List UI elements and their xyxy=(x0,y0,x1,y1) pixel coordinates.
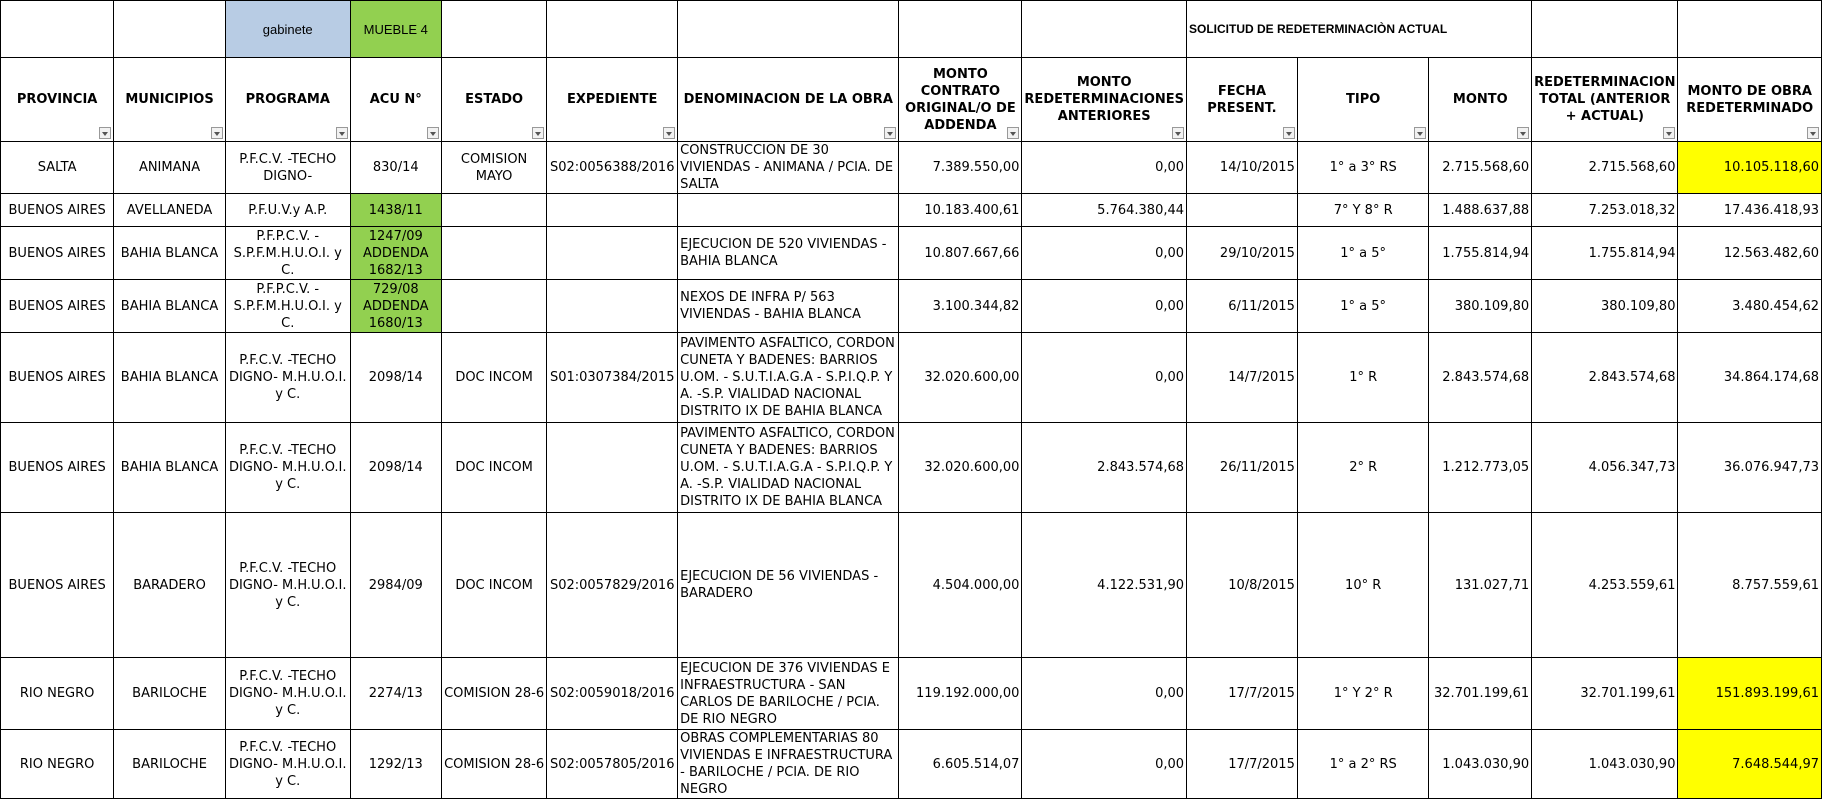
filter-dropdown-icon[interactable] xyxy=(663,127,675,139)
cell-tipo[interactable]: 2° R xyxy=(1297,423,1429,513)
filter-dropdown-icon[interactable] xyxy=(99,127,111,139)
cell-provincia[interactable]: RIO NEGRO xyxy=(1,730,114,799)
blank-cell[interactable] xyxy=(1532,1,1678,58)
cell-redeterminacion-total[interactable]: 1.043.030,90 xyxy=(1532,730,1678,799)
cell-monto-anteriores[interactable]: 2.843.574,68 xyxy=(1022,423,1187,513)
cell-estado[interactable]: DOC INCOM xyxy=(441,423,546,513)
cell-monto-anteriores[interactable]: 0,00 xyxy=(1022,227,1187,280)
header-monto-redeterminaciones[interactable] xyxy=(1022,58,1187,142)
cell-expediente[interactable]: S02:0057805/2016 xyxy=(547,730,678,799)
header-label: MONTO REDETERMINACIONES ANTERIORES xyxy=(1024,75,1185,124)
header-redeterminacion-total[interactable] xyxy=(1532,58,1678,142)
filter-dropdown-icon[interactable] xyxy=(1663,127,1675,139)
cell-programa[interactable]: P.F.P.C.V. - S.P.F.M.H.U.O.I. y C. xyxy=(225,280,350,333)
cell-expediente[interactable] xyxy=(547,227,678,280)
cell-monto[interactable]: 2.715.568,60 xyxy=(1429,142,1532,194)
cell-redeterminacion-total[interactable]: 2.715.568,60 xyxy=(1532,142,1678,194)
cell-estado[interactable] xyxy=(441,194,546,227)
cell-monto[interactable]: 1.043.030,90 xyxy=(1429,730,1532,799)
cell-monto-contrato[interactable]: 6.605.514,07 xyxy=(899,730,1022,799)
cell-fecha[interactable]: 26/11/2015 xyxy=(1187,423,1298,513)
cell-monto-obra[interactable]: 3.480.454,62 xyxy=(1678,280,1822,333)
header-monto-obra[interactable] xyxy=(1678,58,1822,142)
cell-municipio[interactable]: BAHIA BLANCA xyxy=(114,227,226,280)
header-label: DENOMINACION DE LA OBRA xyxy=(683,92,893,107)
cell-monto-obra[interactable]: 12.563.482,60 xyxy=(1678,227,1822,280)
cell-monto[interactable]: 131.027,71 xyxy=(1429,513,1532,658)
table-row xyxy=(1,142,1822,194)
column-header-row xyxy=(1,58,1822,142)
cell-expediente[interactable] xyxy=(547,194,678,227)
cell-programa[interactable]: P.F.C.V. -TECHO DIGNO- M.H.U.O.I. y C. xyxy=(225,730,350,799)
cell-redeterminacion-total[interactable]: 7.253.018,32 xyxy=(1532,194,1678,227)
cell-acu[interactable]: 1247/09 ADDENDA 1682/13 xyxy=(350,227,441,280)
cell-acu[interactable]: 2984/09 xyxy=(350,513,441,658)
filter-dropdown-icon[interactable] xyxy=(1172,127,1184,139)
cell-estado[interactable]: DOC INCOM xyxy=(441,333,546,423)
cell-municipio[interactable]: BARILOCHE xyxy=(114,658,226,730)
header-label: MUNICIPIOS xyxy=(125,92,214,107)
cell-redeterminacion-total[interactable]: 2.843.574,68 xyxy=(1532,333,1678,423)
cell-monto-obra[interactable]: 8.757.559,61 xyxy=(1678,513,1822,658)
cell-denominacion[interactable]: EJECUCION DE 376 VIVIENDAS E INFRAESTRUCTURA - SAN CARLOS DE BARILOCHE / PCIA. DE RIO NEGRO xyxy=(678,658,899,730)
cell-estado[interactable]: COMISION 28-6 xyxy=(441,730,546,799)
cell-estado[interactable]: DOC INCOM xyxy=(441,513,546,658)
cell-fecha[interactable] xyxy=(1187,194,1298,227)
cell-fecha[interactable]: 17/7/2015 xyxy=(1187,730,1298,799)
cell-provincia[interactable]: BUENOS AIRES xyxy=(1,423,114,513)
header-label: PROVINCIA xyxy=(16,92,98,107)
cell-denominacion[interactable]: NEXOS DE INFRA P/ 563 VIVIENDAS - BAHIA BLANCA xyxy=(678,280,899,333)
cell-programa[interactable]: P.F.U.V.y A.P. xyxy=(225,194,350,227)
cell-municipio[interactable]: BAHIA BLANCA xyxy=(114,280,226,333)
cell-redeterminacion-total[interactable]: 1.755.814,94 xyxy=(1532,227,1678,280)
header-label: FECHA PRESENT. xyxy=(1207,83,1277,116)
header-label: EXPEDIENTE xyxy=(566,92,658,107)
cell-expediente[interactable]: S01:0307384/2015 xyxy=(547,333,678,423)
cell-municipio[interactable]: AVELLANEDA xyxy=(114,194,226,227)
cell-monto-contrato[interactable]: 10.183.400,61 xyxy=(899,194,1022,227)
filter-dropdown-icon[interactable] xyxy=(532,127,544,139)
filter-dropdown-icon[interactable] xyxy=(1007,127,1019,139)
cell-monto-contrato[interactable]: 32.020.600,00 xyxy=(899,333,1022,423)
cell-tipo[interactable]: 10° R xyxy=(1297,513,1429,658)
cell-expediente[interactable]: S02:0059018/2016 xyxy=(547,658,678,730)
cell-fecha[interactable]: 29/10/2015 xyxy=(1187,227,1298,280)
cell-denominacion[interactable]: PAVIMENTO ASFALTICO, CORDON CUNETA Y BADENES: BARRIOS U.OM. - S.U.T.I.A.G.A - S.P.I.Q.P. Y A. -S.P. VIALIDAD NACIONAL DISTRITO IX DE BAHIA BLANCA xyxy=(678,333,899,423)
cell-tipo[interactable]: 1° R xyxy=(1297,333,1429,423)
table-row xyxy=(1,280,1822,333)
blank-cell[interactable] xyxy=(547,1,678,58)
cell-fecha[interactable]: 17/7/2015 xyxy=(1187,658,1298,730)
cell-monto-anteriores[interactable]: 0,00 xyxy=(1022,730,1187,799)
header-municipios[interactable] xyxy=(114,58,226,142)
cell-monto-obra[interactable]: 7.648.544,97 xyxy=(1678,730,1822,799)
cell-denominacion[interactable] xyxy=(678,194,899,227)
cell-provincia[interactable]: BUENOS AIRES xyxy=(1,227,114,280)
cell-monto-obra[interactable]: 36.076.947,73 xyxy=(1678,423,1822,513)
cell-denominacion[interactable]: PAVIMENTO ASFALTICO, CORDON CUNETA Y BADENES: BARRIOS U.OM. - S.U.T.I.A.G.A - S.P.I.Q.P. Y A. -S.P. VIALIDAD NACIONAL DISTRITO IX DE BAHIA BLANCA xyxy=(678,423,899,513)
cell-acu[interactable]: 2098/14 xyxy=(350,333,441,423)
cell-tipo[interactable]: 1° a 2° RS xyxy=(1297,730,1429,799)
cell-monto-contrato[interactable]: 32.020.600,00 xyxy=(899,423,1022,513)
header-monto-contrato[interactable] xyxy=(899,58,1022,142)
cell-denominacion[interactable]: CONSTRUCCION DE 30 VIVIENDAS - ANIMANA / PCIA. DE SALTA xyxy=(678,142,899,194)
cell-programa[interactable]: P.F.C.V. -TECHO DIGNO- M.H.U.O.I. y C. xyxy=(225,423,350,513)
header-label: ESTADO xyxy=(465,92,524,107)
cell-redeterminacion-total[interactable]: 380.109,80 xyxy=(1532,280,1678,333)
cell-denominacion[interactable]: EJECUCION DE 520 VIVIENDAS - BAHIA BLANCA xyxy=(678,227,899,280)
cell-municipio[interactable]: BAHIA BLANCA xyxy=(114,333,226,423)
table-row xyxy=(1,227,1822,280)
header-label: MONTO xyxy=(1452,92,1508,107)
table-row xyxy=(1,513,1822,658)
blank-cell[interactable] xyxy=(1,1,114,58)
blank-cell[interactable] xyxy=(899,1,1022,58)
cell-provincia[interactable]: BUENOS AIRES xyxy=(1,333,114,423)
cell-monto[interactable]: 1.212.773,05 xyxy=(1429,423,1532,513)
header-fecha[interactable] xyxy=(1187,58,1298,142)
cell-monto-obra[interactable]: 17.436.418,93 xyxy=(1678,194,1822,227)
cell-monto[interactable]: 2.843.574,68 xyxy=(1429,333,1532,423)
cell-monto[interactable]: 1.755.814,94 xyxy=(1429,227,1532,280)
cell-provincia[interactable]: BUENOS AIRES xyxy=(1,513,114,658)
filter-dropdown-icon[interactable] xyxy=(1517,127,1529,139)
filter-dropdown-icon[interactable] xyxy=(336,127,348,139)
header-label: MONTO CONTRATO ORIGINAL/O DE ADDENDA xyxy=(905,66,1016,133)
header-provincia[interactable] xyxy=(1,58,114,142)
cell-estado[interactable]: COMISION 28-6 xyxy=(441,658,546,730)
cell-fecha[interactable]: 10/8/2015 xyxy=(1187,513,1298,658)
header-label: PROGRAMA xyxy=(245,92,330,107)
cell-expediente[interactable]: S02:0056388/2016 xyxy=(547,142,678,194)
cell-acu[interactable]: 1292/13 xyxy=(350,730,441,799)
cell-monto-anteriores[interactable]: 5.764.380,44 xyxy=(1022,194,1187,227)
cell-monto-contrato[interactable]: 10.807.667,66 xyxy=(899,227,1022,280)
blank-cell[interactable] xyxy=(441,1,546,58)
blank-cell[interactable] xyxy=(1022,1,1187,58)
header-programa[interactable] xyxy=(225,58,350,142)
cell-fecha[interactable]: 14/7/2015 xyxy=(1187,333,1298,423)
solicitud-header-cell[interactable]: SOLICITUD DE REDETERMINACIÒN ACTUAL xyxy=(1187,1,1532,58)
cell-monto-anteriores[interactable]: 0,00 xyxy=(1022,333,1187,423)
cell-acu[interactable]: 729/08 ADDENDA 1680/13 xyxy=(350,280,441,333)
cell-estado[interactable]: COMISION MAYO xyxy=(441,142,546,194)
cell-monto-obra[interactable]: 10.105.118,60 xyxy=(1678,142,1822,194)
cell-tipo[interactable]: 1° a 5° xyxy=(1297,227,1429,280)
cell-programa[interactable]: P.F.C.V. -TECHO DIGNO- xyxy=(225,142,350,194)
cell-municipio[interactable]: BARILOCHE xyxy=(114,730,226,799)
cell-monto[interactable]: 380.109,80 xyxy=(1429,280,1532,333)
header-expediente[interactable] xyxy=(547,58,678,142)
cell-acu[interactable]: 2274/13 xyxy=(350,658,441,730)
header-monto[interactable] xyxy=(1429,58,1532,142)
cell-acu[interactable]: 1438/11 xyxy=(350,194,441,227)
filter-dropdown-icon[interactable] xyxy=(884,127,896,139)
cell-redeterminacion-total[interactable]: 4.056.347,73 xyxy=(1532,423,1678,513)
blank-cell[interactable] xyxy=(1678,1,1822,58)
cell-denominacion[interactable]: EJECUCION DE 56 VIVIENDAS - BARADERO xyxy=(678,513,899,658)
cell-redeterminacion-total[interactable]: 4.253.559,61 xyxy=(1532,513,1678,658)
cell-denominacion[interactable]: OBRAS COMPLEMENTARIAS 80 VIVIENDAS E INFRAESTRUCTURA - BARILOCHE / PCIA. DE RIO NEGRO xyxy=(678,730,899,799)
cell-programa[interactable]: P.F.P.C.V. - S.P.F.M.H.U.O.I. y C. xyxy=(225,227,350,280)
cell-municipio[interactable]: ANIMANA xyxy=(114,142,226,194)
blank-cell[interactable] xyxy=(114,1,226,58)
cell-tipo[interactable]: 7° Y 8° R xyxy=(1297,194,1429,227)
cell-monto-anteriores[interactable]: 0,00 xyxy=(1022,658,1187,730)
cell-municipio[interactable]: BAHIA BLANCA xyxy=(114,423,226,513)
cell-monto-contrato[interactable]: 7.389.550,00 xyxy=(899,142,1022,194)
cell-monto-contrato[interactable]: 4.504.000,00 xyxy=(899,513,1022,658)
blank-cell[interactable] xyxy=(678,1,899,58)
cell-tipo[interactable]: 1° a 3° RS xyxy=(1297,142,1429,194)
cell-estado[interactable] xyxy=(441,227,546,280)
cell-monto[interactable]: 32.701.199,61 xyxy=(1429,658,1532,730)
header-tipo[interactable] xyxy=(1297,58,1429,142)
cell-acu[interactable]: 2098/14 xyxy=(350,423,441,513)
cell-provincia[interactable]: SALTA xyxy=(1,142,114,194)
filter-dropdown-icon[interactable] xyxy=(1414,127,1426,139)
header-label: REDETERMINACION TOTAL (ANTERIOR + ACTUAL) xyxy=(1534,75,1676,124)
cell-programa[interactable]: P.F.C.V. -TECHO DIGNO- M.H.U.O.I. y C. xyxy=(225,513,350,658)
cell-provincia[interactable]: BUENOS AIRES xyxy=(1,194,114,227)
header-label: TIPO xyxy=(1346,92,1381,107)
cell-fecha[interactable]: 14/10/2015 xyxy=(1187,142,1298,194)
cell-monto-anteriores[interactable]: 4.122.531,90 xyxy=(1022,513,1187,658)
table-row xyxy=(1,333,1822,423)
gabinete-cell[interactable]: gabinete xyxy=(225,1,350,58)
cell-municipio[interactable]: BARADERO xyxy=(114,513,226,658)
header-acu[interactable] xyxy=(350,58,441,142)
table-row xyxy=(1,658,1822,730)
cell-monto-obra[interactable]: 34.864.174,68 xyxy=(1678,333,1822,423)
cell-programa[interactable]: P.F.C.V. -TECHO DIGNO- M.H.U.O.I. y C. xyxy=(225,333,350,423)
filter-dropdown-icon[interactable] xyxy=(1807,127,1819,139)
cell-monto-contrato[interactable]: 119.192.000,00 xyxy=(899,658,1022,730)
mueble-cell[interactable]: MUEBLE 4 xyxy=(350,1,441,58)
filter-dropdown-icon[interactable] xyxy=(1283,127,1295,139)
cell-monto-contrato[interactable]: 3.100.344,82 xyxy=(899,280,1022,333)
cell-monto[interactable]: 1.488.637,88 xyxy=(1429,194,1532,227)
header-denominacion[interactable] xyxy=(678,58,899,142)
cell-expediente[interactable]: S02:0057829/2016 xyxy=(547,513,678,658)
cell-fecha[interactable]: 6/11/2015 xyxy=(1187,280,1298,333)
cell-redeterminacion-total[interactable]: 32.701.199,61 xyxy=(1532,658,1678,730)
cell-estado[interactable] xyxy=(441,280,546,333)
table-row xyxy=(1,423,1822,513)
header-estado[interactable] xyxy=(441,58,546,142)
cell-tipo[interactable]: 1° a 5° xyxy=(1297,280,1429,333)
table-row xyxy=(1,194,1822,227)
filter-dropdown-icon[interactable] xyxy=(427,127,439,139)
header-label: MONTO DE OBRA REDETERMINADO xyxy=(1686,83,1814,116)
cell-monto-anteriores[interactable]: 0,00 xyxy=(1022,142,1187,194)
cell-monto-obra[interactable]: 151.893.199,61 xyxy=(1678,658,1822,730)
top-label-row xyxy=(1,1,1822,58)
table-row xyxy=(1,730,1822,799)
cell-acu[interactable]: 830/14 xyxy=(350,142,441,194)
cell-expediente[interactable] xyxy=(547,280,678,333)
cell-provincia[interactable]: BUENOS AIRES xyxy=(1,280,114,333)
cell-programa[interactable]: P.F.C.V. -TECHO DIGNO- M.H.U.O.I. y C. xyxy=(225,658,350,730)
cell-monto-anteriores[interactable]: 0,00 xyxy=(1022,280,1187,333)
header-label: ACU N° xyxy=(369,92,422,107)
filter-dropdown-icon[interactable] xyxy=(211,127,223,139)
cell-tipo[interactable]: 1° Y 2° R xyxy=(1297,658,1429,730)
cell-expediente[interactable] xyxy=(547,423,678,513)
cell-provincia[interactable]: RIO NEGRO xyxy=(1,658,114,730)
